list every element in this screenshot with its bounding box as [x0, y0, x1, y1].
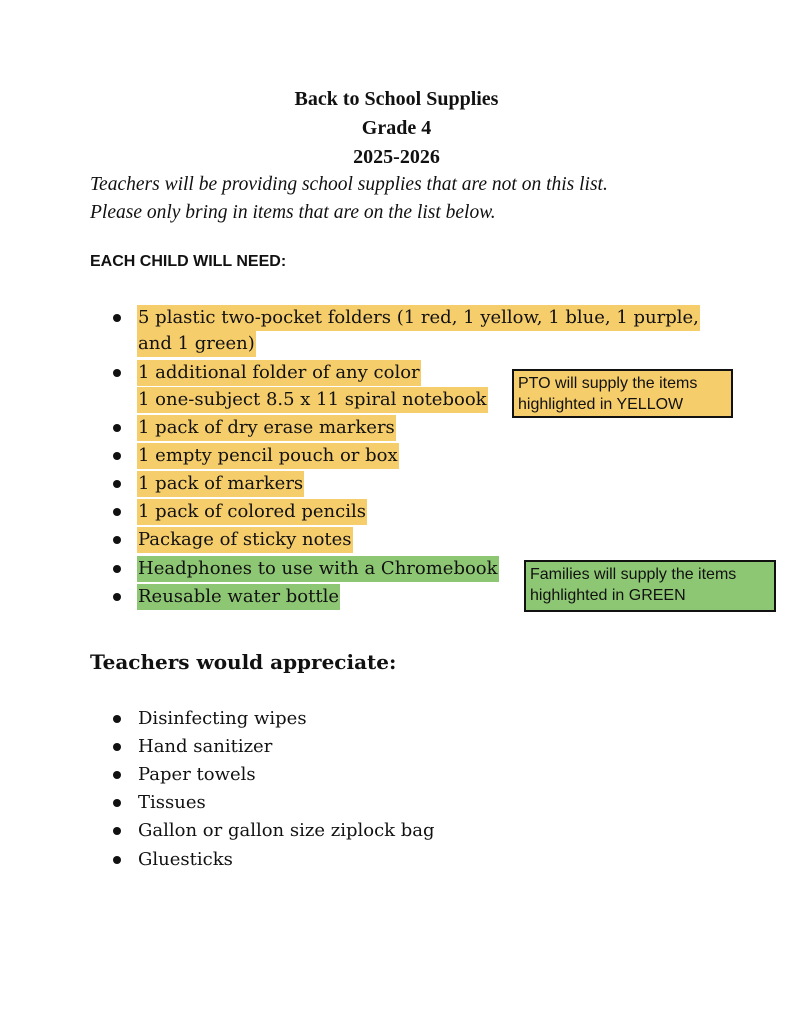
page-title: Back to School Supplies — [294, 88, 499, 110]
list-item: Headphones to use with a Chromebook — [137, 556, 499, 582]
bullet-icon — [113, 565, 121, 573]
list-item: Hand sanitizer — [138, 736, 273, 757]
bullet-icon — [113, 480, 121, 488]
bullet-icon — [113, 508, 121, 516]
pto-note-line-1: PTO will supply the items — [518, 375, 698, 392]
bullet-icon — [113, 593, 121, 601]
list-item: Gallon or gallon size ziplock bag — [138, 820, 435, 841]
bullet-icon — [113, 314, 121, 322]
bullet-icon — [113, 771, 121, 779]
intro-line-2: Please only bring in items that are on the list below. — [90, 202, 496, 223]
bullet-icon — [113, 743, 121, 751]
teachers-heading: Teachers would appreciate: — [90, 650, 397, 674]
bullet-icon — [113, 369, 121, 377]
list-item: Paper towels — [138, 764, 256, 785]
grade-label: Grade 4 — [361, 117, 432, 139]
pto-note-box — [512, 369, 733, 418]
bullet-icon — [113, 452, 121, 460]
bullet-icon — [113, 536, 121, 544]
intro-line-1: Teachers will be providing school supplies that are not on this list. — [90, 174, 608, 195]
school-year: 2025-2026 — [353, 146, 440, 168]
list-item: Tissues — [138, 792, 206, 813]
list-item: 5 plastic two-pocket folders (1 red, 1 yellow, 1 blue, 1 purple, — [137, 305, 700, 331]
families-note-line-1: Families will supply the items — [530, 566, 737, 583]
list-item: 1 pack of dry erase markers — [137, 415, 396, 441]
list-item-continued: and 1 green) — [137, 331, 256, 357]
bullet-icon — [113, 827, 121, 835]
list-item: 1 pack of markers — [137, 471, 304, 497]
bullet-icon — [113, 715, 121, 723]
bullet-icon — [113, 856, 121, 864]
families-note-line-2: highlighted in GREEN — [530, 587, 686, 604]
bullet-icon — [113, 424, 121, 432]
pto-note-line-2: highlighted in YELLOW — [518, 396, 684, 413]
list-item: 1 empty pencil pouch or box — [137, 443, 399, 469]
list-item: 1 additional folder of any color — [137, 360, 421, 386]
list-item: Gluesticks — [138, 849, 233, 870]
families-note-box — [524, 560, 776, 612]
bullet-icon — [113, 799, 121, 807]
list-item: Package of sticky notes — [137, 527, 353, 553]
list-item-continued: 1 one-subject 8.5 x 11 spiral notebook — [137, 387, 488, 413]
list-item: Disinfecting wipes — [138, 708, 307, 729]
list-item: Reusable water bottle — [137, 584, 340, 610]
list-item: 1 pack of colored pencils — [137, 499, 367, 525]
each-child-heading: EACH CHILD WILL NEED: — [90, 253, 287, 270]
